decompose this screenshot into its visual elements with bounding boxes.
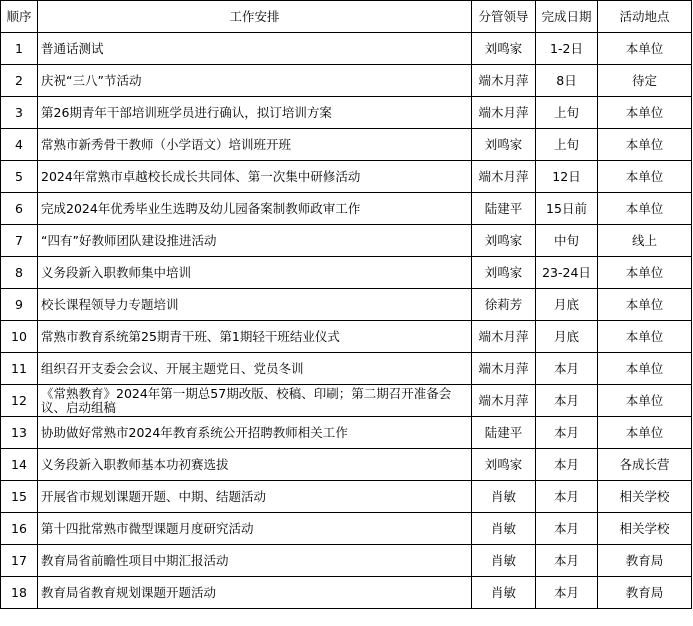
cell-order: 4: [1, 129, 38, 161]
cell-leader: 肖敏: [472, 577, 536, 609]
cell-date: 本月: [536, 385, 598, 417]
cell-leader: 端木月萍: [472, 65, 536, 97]
cell-order: 10: [1, 321, 38, 353]
cell-place: 相关学校: [598, 481, 692, 513]
cell-leader: 刘鸣家: [472, 225, 536, 257]
cell-date: 本月: [536, 545, 598, 577]
table-row: [1, 321, 692, 353]
cell-place: 本单位: [598, 289, 692, 321]
table-row: [1, 161, 692, 193]
cell-leader: 端木月萍: [472, 353, 536, 385]
header-leader: 分管领导: [472, 1, 536, 33]
cell-leader: 刘鸣家: [472, 449, 536, 481]
cell-order: 8: [1, 257, 38, 289]
cell-date: 23-24日: [536, 257, 598, 289]
table-row: [1, 353, 692, 385]
cell-task: 第26期青年干部培训班学员进行确认，拟订培训方案: [38, 97, 472, 129]
table-row: [1, 65, 692, 97]
cell-order: 17: [1, 545, 38, 577]
cell-order: 11: [1, 353, 38, 385]
table-row: [1, 129, 692, 161]
cell-order: 2: [1, 65, 38, 97]
table-row: [1, 289, 692, 321]
cell-task: 《常熟教育》2024年第一期总57期改版、校稿、印刷；第二期召开准备会议、启动组稿: [38, 385, 472, 417]
cell-task: 教育局省前瞻性项目中期汇报活动: [38, 545, 472, 577]
cell-date: 1-2日: [536, 33, 598, 65]
table-row: [1, 97, 692, 129]
cell-leader: 刘鸣家: [472, 33, 536, 65]
cell-place: 本单位: [598, 321, 692, 353]
cell-date: 中旬: [536, 225, 598, 257]
cell-task: 常熟市教育系统第25期青干班、第1期轻干班结业仪式: [38, 321, 472, 353]
cell-task: 校长课程领导力专题培训: [38, 289, 472, 321]
cell-place: 本单位: [598, 33, 692, 65]
cell-place: 线上: [598, 225, 692, 257]
cell-order: 18: [1, 577, 38, 609]
table-row: [1, 193, 692, 225]
cell-order: 15: [1, 481, 38, 513]
table-row: [1, 481, 692, 513]
cell-place: 本单位: [598, 417, 692, 449]
cell-task: 组织召开支委会会议、开展主题党日、党员冬训: [38, 353, 472, 385]
header-date: 完成日期: [536, 1, 598, 33]
cell-leader: 陆建平: [472, 417, 536, 449]
cell-task: 协助做好常熟市2024年教育系统公开招聘教师相关工作: [38, 417, 472, 449]
cell-leader: 肖敏: [472, 481, 536, 513]
cell-task: 第十四批常熟市微型课题月度研究活动: [38, 513, 472, 545]
cell-order: 3: [1, 97, 38, 129]
cell-task: “四有”好教师团队建设推进活动: [38, 225, 472, 257]
cell-leader: 刘鸣家: [472, 129, 536, 161]
cell-date: 本月: [536, 417, 598, 449]
cell-place: 教育局: [598, 545, 692, 577]
cell-task: 开展省市规划课题开题、中期、结题活动: [38, 481, 472, 513]
cell-date: 本月: [536, 449, 598, 481]
cell-leader: 端木月萍: [472, 321, 536, 353]
cell-order: 14: [1, 449, 38, 481]
table-body: [1, 33, 692, 609]
cell-date: 上旬: [536, 129, 598, 161]
table-row: [1, 577, 692, 609]
cell-date: 本月: [536, 481, 598, 513]
table-row: [1, 225, 692, 257]
cell-leader: 徐莉芳: [472, 289, 536, 321]
cell-order: 6: [1, 193, 38, 225]
cell-date: 上旬: [536, 97, 598, 129]
cell-place: 本单位: [598, 353, 692, 385]
cell-order: 7: [1, 225, 38, 257]
cell-date: 本月: [536, 513, 598, 545]
cell-leader: 刘鸣家: [472, 257, 536, 289]
cell-date: 15日前: [536, 193, 598, 225]
cell-leader: 肖敏: [472, 545, 536, 577]
cell-order: 16: [1, 513, 38, 545]
table-row: [1, 257, 692, 289]
table-row: [1, 33, 692, 65]
header-order: 顺序: [1, 1, 38, 33]
cell-order: 5: [1, 161, 38, 193]
cell-date: 月底: [536, 321, 598, 353]
cell-leader: 端木月萍: [472, 97, 536, 129]
cell-task: 普通话测试: [38, 33, 472, 65]
cell-leader: 端木月萍: [472, 161, 536, 193]
cell-place: 本单位: [598, 97, 692, 129]
cell-place: 各成长营: [598, 449, 692, 481]
cell-place: 本单位: [598, 161, 692, 193]
table-row: [1, 513, 692, 545]
cell-leader: 端木月萍: [472, 385, 536, 417]
cell-order: 1: [1, 33, 38, 65]
cell-place: 相关学校: [598, 513, 692, 545]
cell-date: 本月: [536, 577, 598, 609]
cell-task: 义务段新入职教师集中培训: [38, 257, 472, 289]
cell-place: 本单位: [598, 385, 692, 417]
table-row: [1, 385, 692, 417]
cell-task: 庆祝“三八”节活动: [38, 65, 472, 97]
table-header-row: [1, 1, 692, 33]
cell-task: 常熟市新秀骨干教师（小学语文）培训班开班: [38, 129, 472, 161]
cell-leader: 陆建平: [472, 193, 536, 225]
cell-task: 完成2024年优秀毕业生选聘及幼儿园备案制教师政审工作: [38, 193, 472, 225]
cell-date: 月底: [536, 289, 598, 321]
cell-place: 本单位: [598, 129, 692, 161]
cell-task: 义务段新入职教师基本功初赛选拔: [38, 449, 472, 481]
cell-order: 13: [1, 417, 38, 449]
cell-leader: 肖敏: [472, 513, 536, 545]
table-row: [1, 417, 692, 449]
header-place: 活动地点: [598, 1, 692, 33]
cell-date: 本月: [536, 353, 598, 385]
cell-order: 9: [1, 289, 38, 321]
header-task: 工作安排: [38, 1, 472, 33]
cell-place: 教育局: [598, 577, 692, 609]
cell-place: 待定: [598, 65, 692, 97]
cell-date: 12日: [536, 161, 598, 193]
cell-place: 本单位: [598, 257, 692, 289]
table-row: [1, 449, 692, 481]
cell-place: 本单位: [598, 193, 692, 225]
table-row: [1, 545, 692, 577]
cell-task: 2024年常熟市卓越校长成长共同体、第一次集中研修活动: [38, 161, 472, 193]
cell-order: 12: [1, 385, 38, 417]
cell-date: 8日: [536, 65, 598, 97]
cell-task: 教育局省教育规划课题开题活动: [38, 577, 472, 609]
